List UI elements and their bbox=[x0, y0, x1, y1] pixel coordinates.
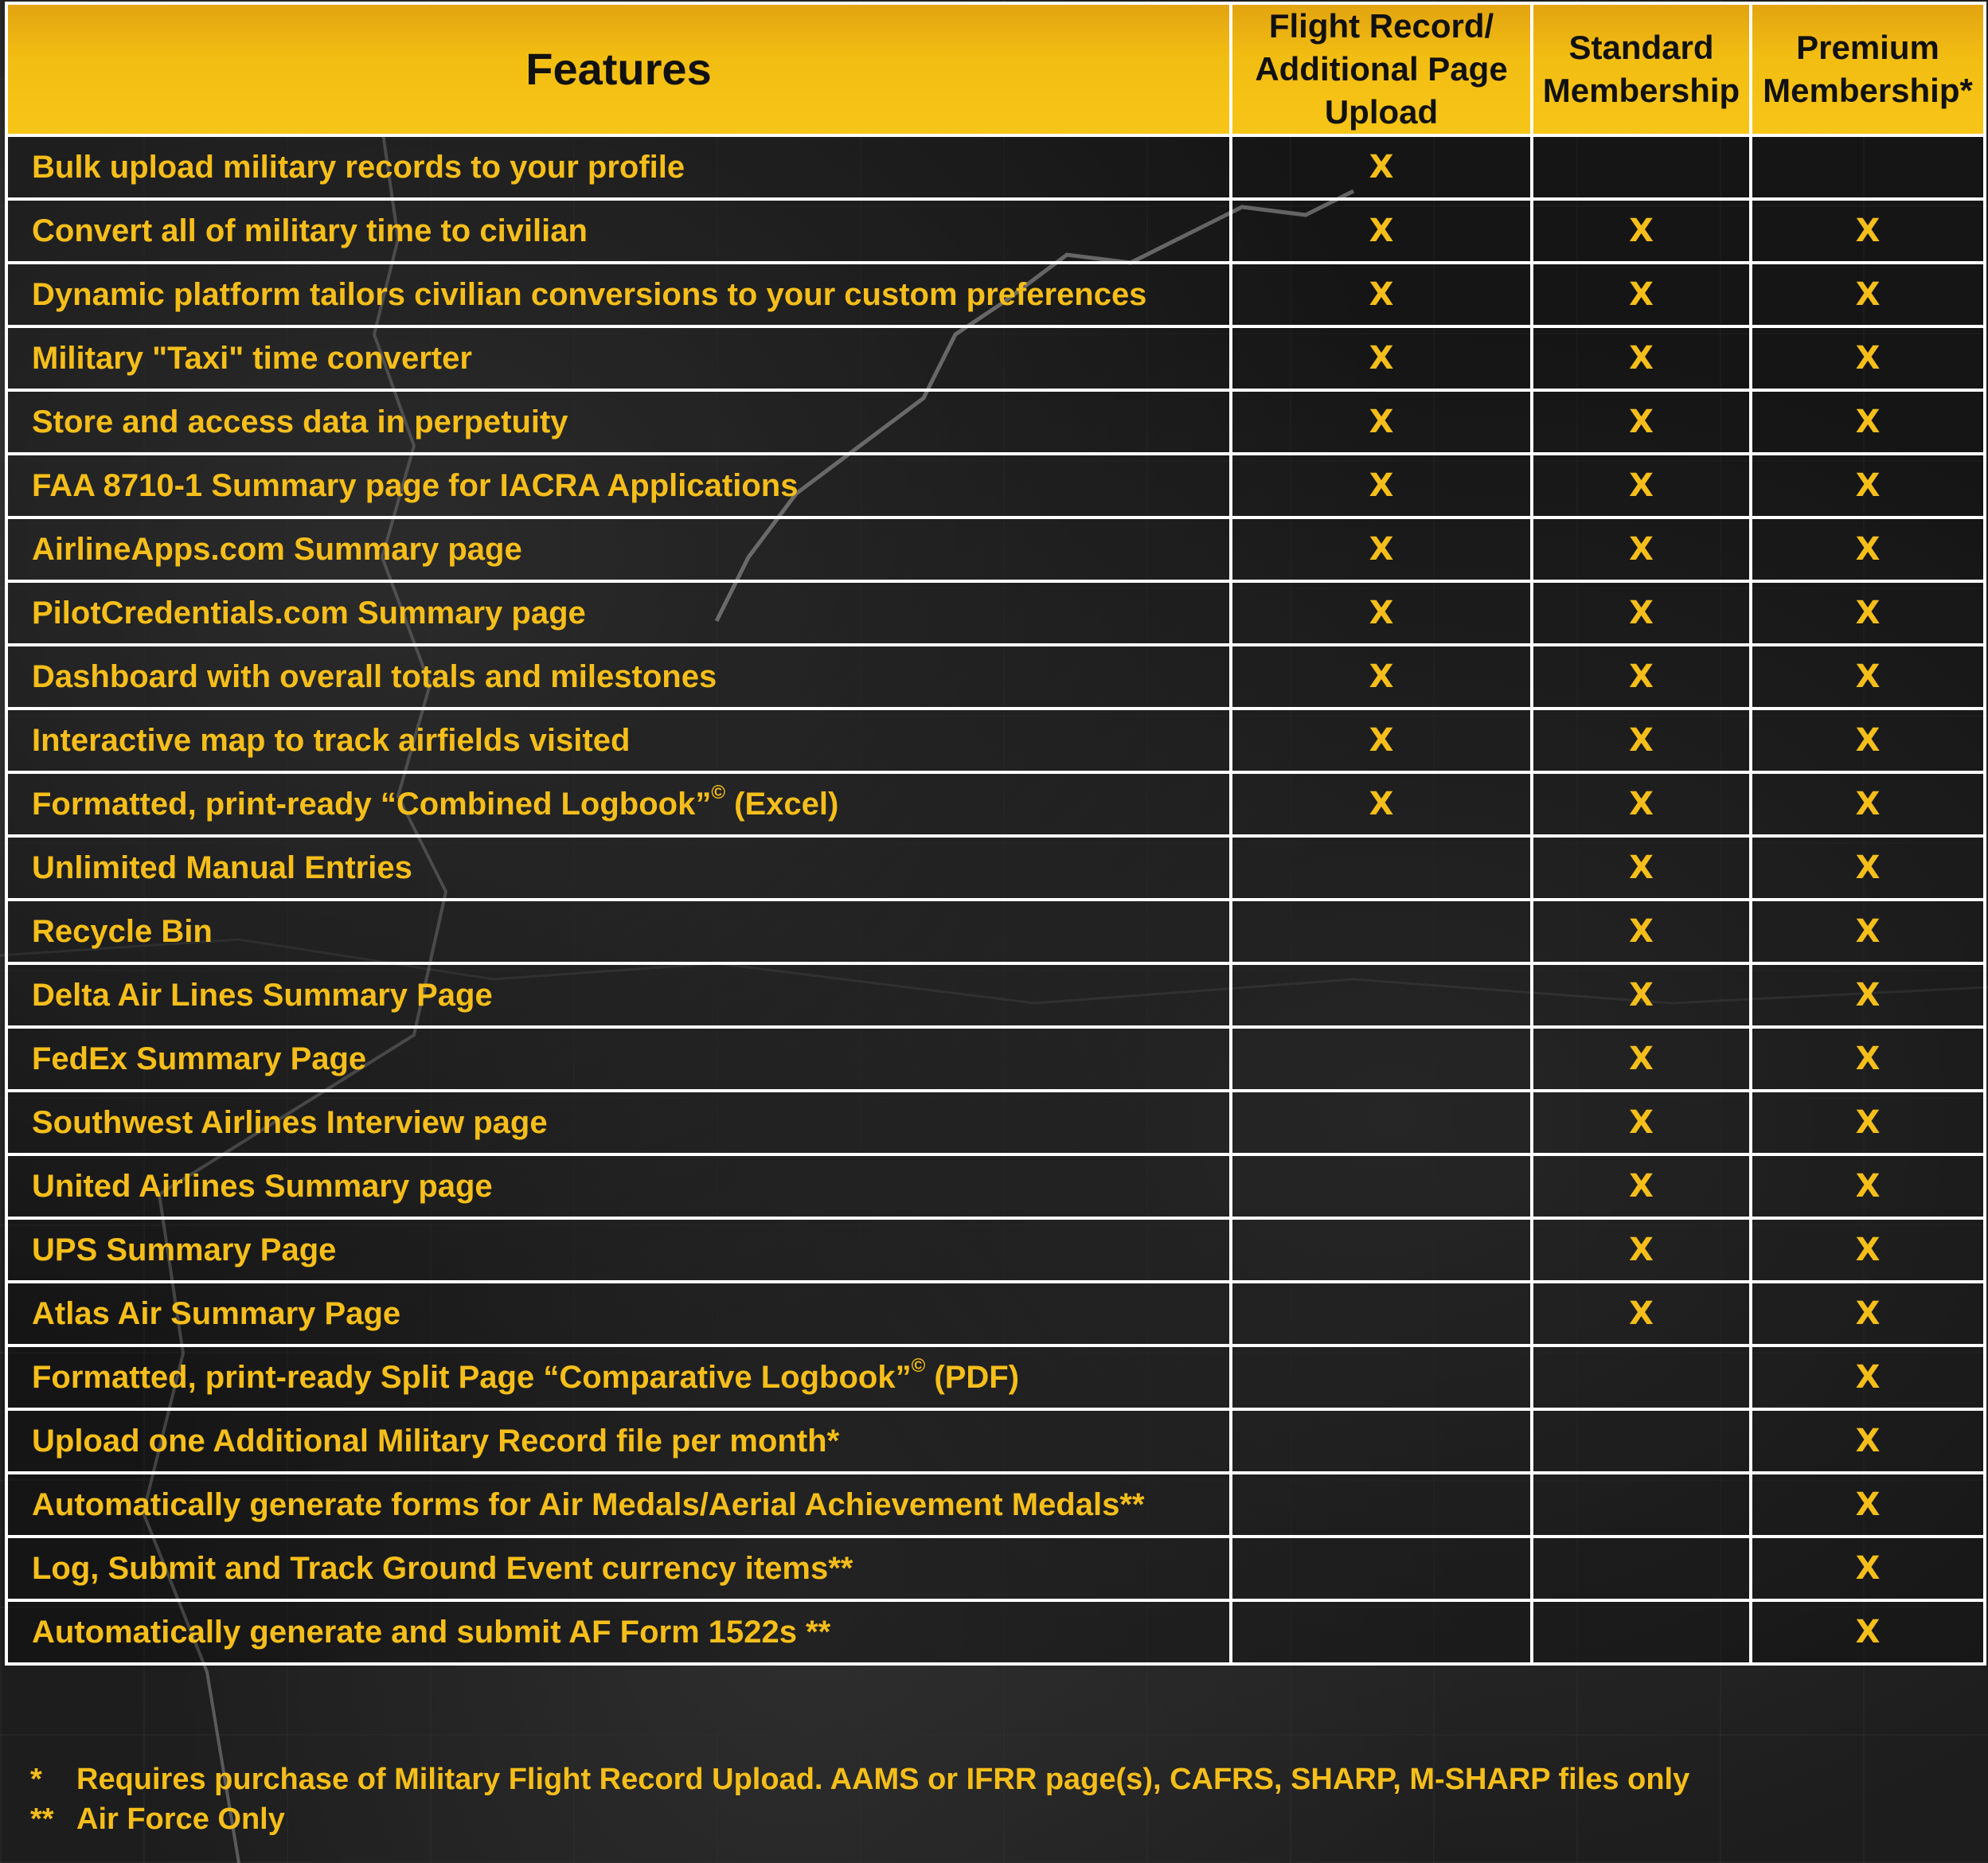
table-row bbox=[6, 645, 1985, 709]
standard-check: X bbox=[1532, 390, 1751, 454]
standard-check: X bbox=[1532, 1091, 1751, 1154]
premium-check: X bbox=[1751, 199, 1985, 263]
flight-record-check: X bbox=[1231, 645, 1532, 709]
table-row bbox=[6, 1027, 1985, 1091]
table-row bbox=[6, 1282, 1985, 1346]
feature-text: Upload one Additional Military Record file per month* bbox=[32, 1423, 840, 1459]
feature-text: Recycle Bin bbox=[32, 913, 213, 949]
feature-text: AirlineApps.com Summary page bbox=[32, 531, 522, 567]
feature-label bbox=[6, 1218, 1231, 1282]
premium-check: X bbox=[1751, 1027, 1985, 1091]
premium-check: X bbox=[1751, 772, 1985, 836]
feature-text: PilotCredentials.com Summary page bbox=[32, 595, 586, 631]
standard-check: X bbox=[1532, 900, 1751, 963]
feature-text: FAA 8710-1 Summary page for IACRA Applications bbox=[32, 467, 799, 503]
feature-text: UPS Summary Page bbox=[32, 1232, 337, 1267]
feature-label bbox=[6, 1282, 1231, 1346]
premium-check: X bbox=[1751, 1473, 1985, 1537]
header-features: Features bbox=[6, 3, 1231, 135]
premium-check: X bbox=[1751, 390, 1985, 454]
standard-check bbox=[1532, 1473, 1751, 1537]
feature-label bbox=[6, 1409, 1231, 1473]
feature-rows bbox=[6, 135, 1985, 1664]
premium-check bbox=[1751, 135, 1985, 199]
standard-check: X bbox=[1532, 709, 1751, 772]
standard-check: X bbox=[1532, 199, 1751, 263]
flight-record-check bbox=[1231, 1473, 1532, 1537]
premium-check: X bbox=[1751, 518, 1985, 581]
flight-record-check bbox=[1231, 1600, 1532, 1664]
feature-text: Formatted, print-ready “Combined Logbook” bbox=[32, 786, 712, 822]
premium-check: X bbox=[1751, 900, 1985, 963]
table-row bbox=[6, 900, 1985, 963]
flight-record-check: X bbox=[1231, 709, 1532, 772]
feature-label bbox=[6, 772, 1231, 836]
feature-text: Delta Air Lines Summary Page bbox=[32, 977, 493, 1013]
table-row bbox=[6, 199, 1985, 263]
flight-record-check: X bbox=[1231, 263, 1532, 326]
flight-record-check bbox=[1231, 1537, 1532, 1600]
table-row bbox=[6, 1154, 1985, 1218]
premium-check: X bbox=[1751, 709, 1985, 772]
table-row bbox=[6, 1091, 1985, 1154]
feature-label bbox=[6, 1346, 1231, 1409]
flight-record-check: X bbox=[1231, 326, 1532, 390]
standard-check: X bbox=[1532, 836, 1751, 900]
flight-record-check bbox=[1231, 1282, 1532, 1346]
flight-record-check: X bbox=[1231, 581, 1532, 645]
flight-record-check bbox=[1231, 1218, 1532, 1282]
table-row bbox=[6, 1537, 1985, 1600]
standard-check bbox=[1532, 1346, 1751, 1409]
feature-label bbox=[6, 1600, 1231, 1664]
feature-text: Dynamic platform tailors civilian conversions to your custom preferences bbox=[32, 276, 1147, 312]
table-row bbox=[6, 1409, 1985, 1473]
feature-text: Unlimited Manual Entries bbox=[32, 849, 412, 885]
flight-record-check bbox=[1231, 1346, 1532, 1409]
feature-label bbox=[6, 199, 1231, 263]
table-row bbox=[6, 454, 1985, 518]
flight-record-check: X bbox=[1231, 518, 1532, 581]
feature-suffix: (PDF) bbox=[925, 1359, 1020, 1395]
feature-suffix: (Excel) bbox=[725, 786, 839, 822]
feature-label bbox=[6, 1091, 1231, 1154]
standard-check: X bbox=[1532, 518, 1751, 581]
table-row bbox=[6, 518, 1985, 581]
feature-text: Log, Submit and Track Ground Event currency items** bbox=[32, 1550, 853, 1586]
standard-check: X bbox=[1532, 1218, 1751, 1282]
feature-label bbox=[6, 1537, 1231, 1600]
feature-label bbox=[6, 326, 1231, 390]
feature-text: Automatically generate forms for Air Medals/Aerial Achievement Medals** bbox=[32, 1486, 1145, 1522]
footnote-marker: ** bbox=[30, 1802, 54, 1836]
footnote-marker: * bbox=[30, 1763, 42, 1796]
flight-record-check bbox=[1231, 1409, 1532, 1473]
feature-label bbox=[6, 581, 1231, 645]
premium-check: X bbox=[1751, 1346, 1985, 1409]
premium-check: X bbox=[1751, 1091, 1985, 1154]
feature-text: United Airlines Summary page bbox=[32, 1168, 493, 1204]
feature-text: Formatted, print-ready Split Page “Comparative Logbook” bbox=[32, 1359, 912, 1395]
feature-label bbox=[6, 135, 1231, 199]
feature-text: Military "Taxi" time converter bbox=[32, 340, 472, 376]
table-row bbox=[6, 263, 1985, 326]
premium-check: X bbox=[1751, 963, 1985, 1027]
feature-label bbox=[6, 900, 1231, 963]
feature-text: Store and access data in perpetuity bbox=[32, 404, 568, 439]
premium-check: X bbox=[1751, 1409, 1985, 1473]
flight-record-check: X bbox=[1231, 199, 1532, 263]
table-row bbox=[6, 1218, 1985, 1282]
copyright-mark: © bbox=[911, 1354, 926, 1377]
standard-check: X bbox=[1532, 772, 1751, 836]
feature-text: Southwest Airlines Interview page bbox=[32, 1104, 548, 1140]
flight-record-check: X bbox=[1231, 772, 1532, 836]
standard-check bbox=[1532, 135, 1751, 199]
header-row bbox=[6, 3, 1985, 135]
table-row bbox=[6, 1346, 1985, 1409]
footnotes bbox=[30, 1759, 1689, 1839]
header-standard-membership: Standard Membership bbox=[1532, 3, 1751, 135]
standard-check: X bbox=[1532, 1154, 1751, 1218]
standard-check: X bbox=[1532, 963, 1751, 1027]
table-row bbox=[6, 581, 1985, 645]
premium-check: X bbox=[1751, 1600, 1985, 1664]
footnote bbox=[30, 1759, 1689, 1799]
header-premium-membership: Premium Membership* bbox=[1751, 3, 1985, 135]
table-row bbox=[6, 1600, 1985, 1664]
feature-label bbox=[6, 1154, 1231, 1218]
feature-label bbox=[6, 963, 1231, 1027]
feature-label bbox=[6, 709, 1231, 772]
flight-record-check bbox=[1231, 1091, 1532, 1154]
table-row bbox=[6, 390, 1985, 454]
feature-text: Bulk upload military records to your profile bbox=[32, 149, 685, 185]
feature-text: Atlas Air Summary Page bbox=[32, 1295, 401, 1331]
premium-check: X bbox=[1751, 645, 1985, 709]
flight-record-check bbox=[1231, 900, 1532, 963]
flight-record-check: X bbox=[1231, 454, 1532, 518]
premium-check: X bbox=[1751, 836, 1985, 900]
feature-label bbox=[6, 263, 1231, 326]
footnote-text: Air Force Only bbox=[76, 1802, 285, 1836]
feature-text: Automatically generate and submit AF Form 1522s ** bbox=[32, 1614, 831, 1650]
feature-text: Dashboard with overall totals and milestones bbox=[32, 658, 717, 694]
feature-text: Interactive map to track airfields visited bbox=[32, 722, 631, 758]
premium-check: X bbox=[1751, 263, 1985, 326]
standard-check bbox=[1532, 1600, 1751, 1664]
premium-check: X bbox=[1751, 1218, 1985, 1282]
flight-record-check bbox=[1231, 963, 1532, 1027]
feature-text: Convert all of military time to civilian bbox=[32, 213, 588, 248]
flight-record-check bbox=[1231, 1027, 1532, 1091]
footnote bbox=[30, 1799, 1689, 1839]
standard-check bbox=[1532, 1409, 1751, 1473]
table-row bbox=[6, 772, 1985, 836]
footnote-text: Requires purchase of Military Flight Record Upload. AAMS or IFRR page(s), CAFRS, SHARP, M-SHARP files only bbox=[76, 1763, 1690, 1796]
feature-text: FedEx Summary Page bbox=[32, 1041, 367, 1076]
feature-label bbox=[6, 645, 1231, 709]
standard-check: X bbox=[1532, 326, 1751, 390]
premium-check: X bbox=[1751, 326, 1985, 390]
feature-label bbox=[6, 454, 1231, 518]
flight-record-check: X bbox=[1231, 135, 1532, 199]
premium-check: X bbox=[1751, 581, 1985, 645]
flight-record-check bbox=[1231, 836, 1532, 900]
standard-check bbox=[1532, 1537, 1751, 1600]
table-row bbox=[6, 1473, 1985, 1537]
flight-record-check bbox=[1231, 1154, 1532, 1218]
features-comparison-table bbox=[5, 2, 1986, 1666]
feature-label bbox=[6, 836, 1231, 900]
table-row bbox=[6, 709, 1985, 772]
standard-check: X bbox=[1532, 1027, 1751, 1091]
feature-label bbox=[6, 1027, 1231, 1091]
copyright-mark: © bbox=[711, 781, 726, 803]
standard-check: X bbox=[1532, 645, 1751, 709]
standard-check: X bbox=[1532, 454, 1751, 518]
header-flight-record-upload: Flight Record/ Additional Page Upload bbox=[1231, 3, 1532, 135]
table-row bbox=[6, 836, 1985, 900]
feature-label bbox=[6, 390, 1231, 454]
standard-check: X bbox=[1532, 263, 1751, 326]
premium-check: X bbox=[1751, 454, 1985, 518]
premium-check: X bbox=[1751, 1537, 1985, 1600]
standard-check: X bbox=[1532, 1282, 1751, 1346]
standard-check: X bbox=[1532, 581, 1751, 645]
flight-record-check: X bbox=[1231, 390, 1532, 454]
premium-check: X bbox=[1751, 1154, 1985, 1218]
table-row bbox=[6, 963, 1985, 1027]
feature-label bbox=[6, 518, 1231, 581]
table-row bbox=[6, 326, 1985, 390]
table-row bbox=[6, 135, 1985, 199]
feature-label bbox=[6, 1473, 1231, 1537]
premium-check: X bbox=[1751, 1282, 1985, 1346]
